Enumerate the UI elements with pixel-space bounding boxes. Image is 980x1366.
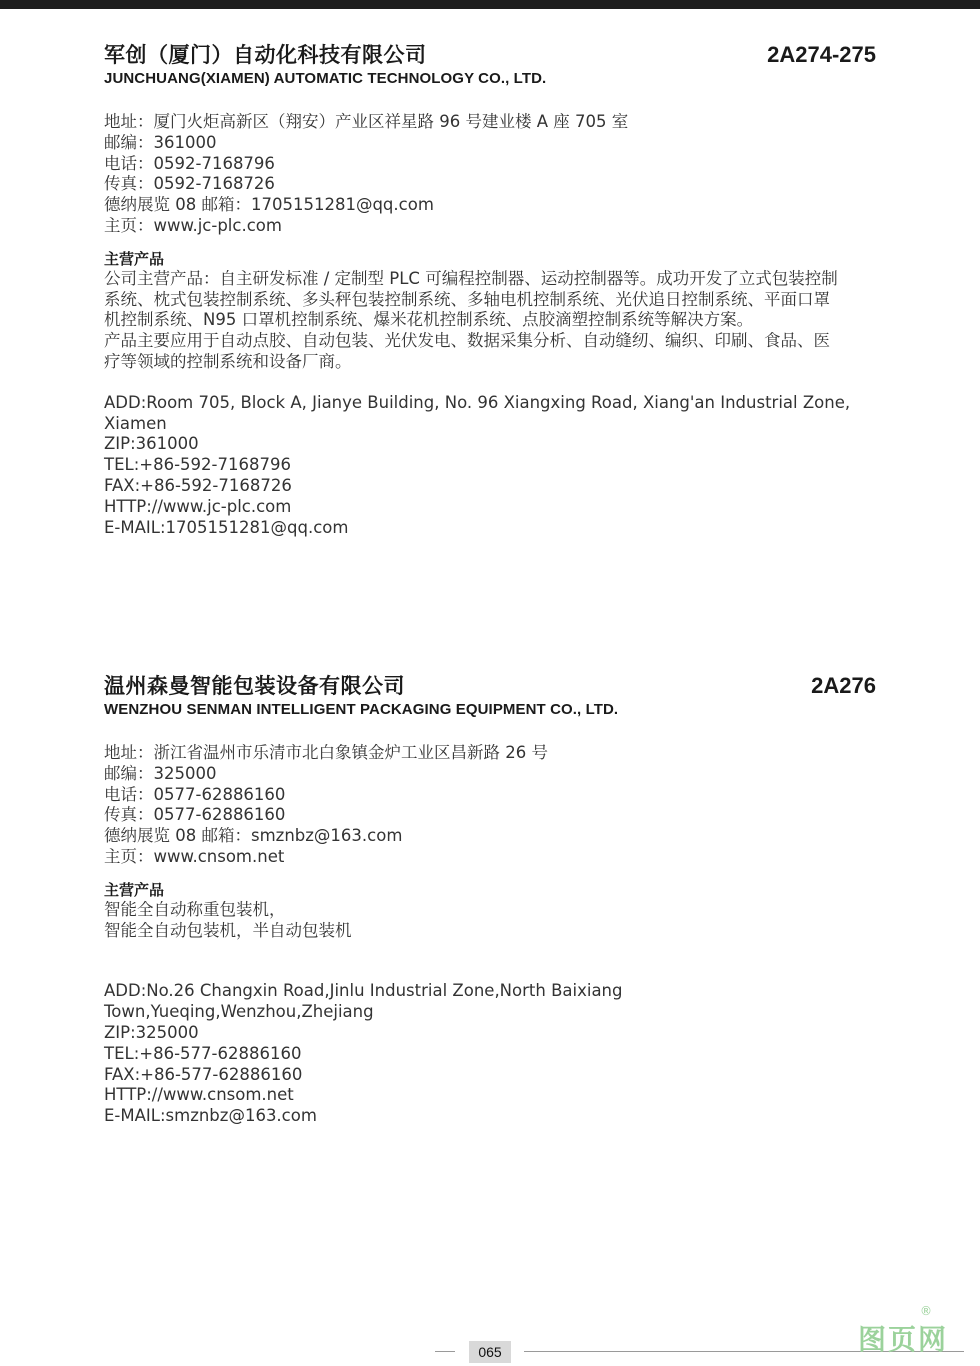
products-line: 智能全自动包装机，半自动包装机 [104,920,352,940]
website-cn: 主页：www.cnsom.net [104,846,285,866]
fax-cn: 传真：0592-7168726 [104,174,275,194]
fax-en: FAX:+86-577-62886160 [104,1064,303,1084]
company-name-en: JUNCHUANG(XIAMEN) AUTOMATIC TECHNOLOGY CO., LTD. [104,70,547,87]
registered-mark: ® [920,1304,932,1318]
booth-number: 2A276 [811,673,876,698]
address-cn: 地址：厦门火炬高新区（翔安）产业区祥星路 96 号建业楼 A 座 705 室 [104,112,629,131]
watermark-logo: 图页网 [858,1323,949,1356]
footer-divider-left [435,1351,455,1352]
contact-block-cn [104,743,884,868]
fax-cn: 传真：0577-62886160 [104,805,286,825]
exhibitor-entry-senman [104,671,884,1127]
zip-en: ZIP:325000 [104,1022,199,1042]
tel-en: TEL:+86-577-62886160 [104,1043,302,1063]
exhibitor-title-row [104,40,884,70]
postcode-cn: 邮编：361000 [104,132,217,152]
products-line: 系统、枕式包装控制系统、多头秤包装控制系统、多轴电机控制系统、光伏追日控制系统、平面口罩 [104,289,830,309]
exhibitor-title-row [104,671,884,701]
contact-block-en [104,393,884,539]
products-section [104,249,884,373]
postcode-cn: 邮编：325000 [104,763,217,783]
address-en: ADD:Room 705, Block A, Jianye Building, No. 96 Xiangxing Road, Xiang'an Industrial Zone, [104,392,851,412]
email-cn: 德纳展览 08 邮箱：1705151281@qq.com [104,195,434,215]
tel-en: TEL:+86-592-7168796 [104,455,291,475]
products-description [104,269,884,373]
email-en: E-MAIL:smznbz@163.com [104,1106,317,1126]
address-en-cont: Town,Yueqing,Wenzhou,Zhejiang [104,1002,374,1022]
website-en: HTTP://www.cnsom.net [104,1085,294,1105]
company-name-cn: 军创（厦门）自动化科技有限公司 [104,43,427,67]
phone-cn: 电话：0592-7168796 [104,153,275,173]
products-heading: 主营产品 [104,249,165,268]
zip-en: ZIP:361000 [104,434,199,454]
contact-block-cn [104,112,884,237]
exhibitor-entry-junchuang [104,40,884,538]
address-cn: 地址：浙江省温州市乐清市北白象镇金炉工业区昌新路 26 号 [104,743,548,762]
company-name-cn: 温州森曼智能包装设备有限公司 [104,674,405,698]
email-en: E-MAIL:1705151281@qq.com [104,517,349,537]
products-description [104,900,884,942]
products-line: 智能全自动称重包装机， [104,899,286,919]
products-line: 机控制系统、N95 口罩机控制系统、爆米花机控制系统、点胶滴塑控制系统等解决方案。 [104,310,754,330]
address-en: ADD:No.26 Changxin Road,Jinlu Industrial Zone,North Baixiang [104,981,623,1001]
products-section [104,880,884,942]
products-line: 公司主营产品：自主研发标准 / 定制型 PLC 可编程控制器、运动控制器等。成功开发了立式包装控制 [104,268,838,288]
phone-cn: 电话：0577-62886160 [104,784,286,804]
top-border-bar [0,0,980,9]
contact-block-en [104,981,884,1127]
products-heading: 主营产品 [104,880,165,899]
fax-en: FAX:+86-592-7168726 [104,475,292,495]
products-line: 产品主要应用于自动点胶、自动包装、光伏发电、数据采集分析、自动缝纫、编织、印刷、食品、医 [104,331,830,351]
page-number: 065 [469,1341,511,1363]
address-en-cont: Xiamen [104,413,167,433]
email-cn: 德纳展览 08 邮箱：smznbz@163.com [104,826,403,846]
booth-number: 2A274-275 [767,42,876,67]
company-name-en: WENZHOU SENMAN INTELLIGENT PACKAGING EQUIPMENT CO., LTD. [104,701,619,718]
website-en: HTTP://www.jc-plc.com [104,496,292,516]
products-line: 疗等领域的控制系统和设备厂商。 [104,351,352,371]
website-cn: 主页：www.jc-plc.com [104,215,282,235]
